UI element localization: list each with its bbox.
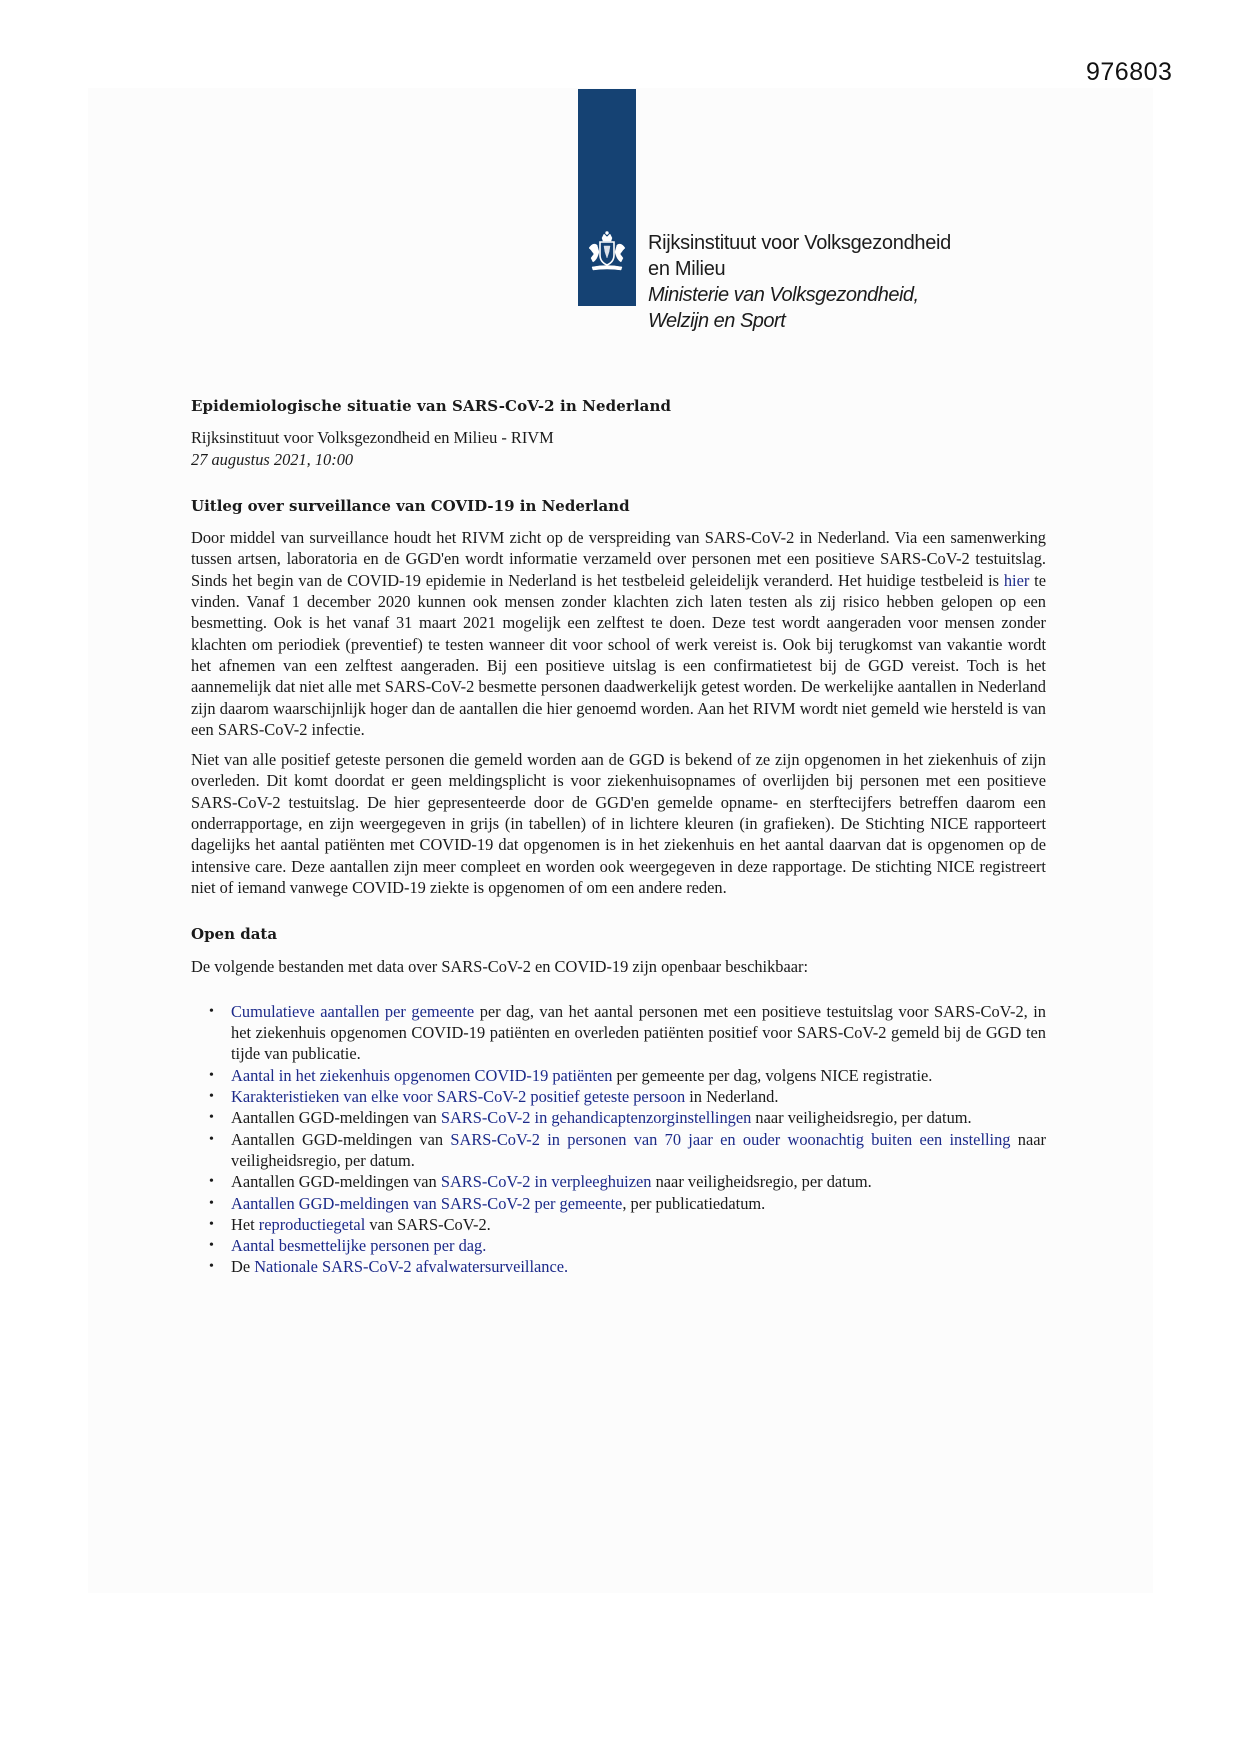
author-line: Rijksinstituut voor Volksgezondheid en Milieu - RIVM: [191, 428, 554, 448]
list-item: [191, 1214, 1046, 1235]
bullet-icon: •: [209, 1067, 214, 1083]
paragraph-text: te vinden. Vanaf 1 december 2020 kunnen ook mensen zonder klachten zich laten testen als zij risico hebben gelopen op een besmetting. Ook is het vanaf 31 maart 2021 mogelijk een zelftest te doen. Deze test wordt aangeraden voor mensen zonder klachten om periodiek (preventief) te testen wanneer dit voor school of werk vereist is. Ook bij terugkomst van vakantie wordt het afnemen van een zelftest aangeraden. Bij een positieve uitslag is een confirmatietest bij de GGD vereist. Toch is het aannemelijk dat niet alle met SARS-CoV-2 besmette personen daadwerkelijk getest worden. De werkelijke aantallen in Nederland zijn daarom waarschijnlijk hoger dan de aantallen die hier genoemd worden. Aan het RIVM wordt niet gemeld wie hersteld is van een SARS-CoV-2 infectie.: [191, 570, 1046, 739]
list-item: [191, 1086, 1046, 1107]
item-text: van SARS-CoV-2.: [365, 1214, 491, 1234]
item-text: naar veiligheidsregio, per datum.: [751, 1108, 972, 1128]
list-item: [191, 1235, 1046, 1256]
document-body: [191, 396, 1046, 1278]
item-text: naar veiligheidsregio, per datum.: [651, 1172, 872, 1192]
meldingen-per-gemeente-link[interactable]: Aantallen GGD-meldingen van SARS-CoV-2 per gemeente: [231, 1193, 623, 1213]
surveillance-heading: Uitleg over surveillance van COVID-19 in Nederland: [191, 496, 630, 515]
list-item: [191, 1193, 1046, 1214]
verpleeghuizen-link[interactable]: SARS-CoV-2 in verpleeghuizen: [440, 1172, 652, 1192]
list-item: [191, 1001, 1046, 1065]
item-text: Aantallen GGD-meldingen van: [231, 1108, 441, 1128]
item-text: Aantallen GGD-meldingen van: [231, 1129, 451, 1149]
testbeleid-link[interactable]: hier: [1003, 570, 1030, 590]
bullet-icon: •: [209, 1003, 214, 1019]
surveillance-paragraph-1: [191, 527, 1046, 740]
document-id: 976803: [1086, 58, 1173, 86]
open-data-list: [191, 1001, 1046, 1278]
cumulatieve-aantallen-link[interactable]: Cumulatieve aantallen per gemeente: [231, 1001, 475, 1021]
bullet-icon: •: [209, 1174, 214, 1190]
ministry-line1: Ministerie van Volksgezondheid,: [648, 284, 919, 306]
zeventig-plus-link[interactable]: SARS-CoV-2 in personen van 70 jaar en ouder woonachtig buiten een instelling: [450, 1129, 1011, 1149]
open-data-intro: De volgende bestanden met data over SARS-CoV-2 en COVID-19 zijn openbaar beschikbaar:: [191, 956, 809, 976]
afvalwatersurveillance-link[interactable]: Nationale SARS-CoV-2 afvalwatersurveillance.: [254, 1257, 569, 1277]
item-text: De: [231, 1257, 255, 1277]
publication-date: 27 augustus 2021, 10:00: [191, 449, 354, 469]
bullet-icon: •: [209, 1195, 214, 1211]
bullet-icon: •: [209, 1259, 214, 1275]
paragraph-text: Door middel van surveillance houdt het RIVM zicht op de verspreiding van SARS-CoV-2 in Nederland. Via een samenwerking tussen artsen, laboratoria en de GGD'en wordt informatie verzameld over personen met een positieve SARS-CoV-2 testuitslag. Sinds het begin van de COVID-19 epidemie in Nederland is het testbeleid geleidelijk veranderd. Het huidige testbeleid is: [191, 528, 1046, 590]
ziekenhuis-patienten-link[interactable]: Aantal in het ziekenhuis opgenomen COVID-19 patiënten: [231, 1065, 613, 1085]
gehandicaptenzorg-link[interactable]: SARS-CoV-2 in gehandicaptenzorginstellingen: [440, 1108, 752, 1128]
list-item: [191, 1171, 1046, 1192]
item-text: per dag, van het aantal personen met een positieve testuitslag voor SARS-CoV-2, in het ziekenhuis opgenomen COVID-19 patiënten en overleden patiënten positief voor SARS-CoV-2 gemeld bij de GGD ten tijde van publicatie.: [231, 1001, 1046, 1064]
open-data-heading: Open data: [191, 925, 278, 944]
besmettelijke-personen-link[interactable]: Aantal besmettelijke personen per dag.: [231, 1236, 487, 1256]
item-text: naar veiligheidsregio, per datum.: [231, 1129, 1046, 1170]
item-text: in Nederland.: [685, 1087, 779, 1107]
list-item: [191, 1065, 1046, 1086]
page-title: Epidemiologische situatie van SARS-CoV-2 in Nederland: [191, 397, 672, 415]
item-text: , per publicatiedatum.: [622, 1193, 766, 1213]
bullet-icon: •: [209, 1110, 214, 1126]
bullet-icon: •: [209, 1238, 214, 1254]
bullet-icon: •: [209, 1089, 214, 1105]
list-item: [191, 1107, 1046, 1128]
org-name-line1: Rijksinstituut voor Volksgezondheid: [648, 232, 952, 254]
ministry-line2: Welzijn en Sport: [648, 310, 786, 332]
logo-text: [648, 230, 951, 334]
coat-of-arms-icon: [583, 230, 631, 278]
item-text: Het: [231, 1214, 259, 1234]
item-text: per gemeente per dag, volgens NICE registratie.: [612, 1065, 933, 1085]
item-text: Aantallen GGD-meldingen van: [231, 1172, 441, 1192]
reproductiegetal-link[interactable]: reproductiegetal: [258, 1214, 366, 1234]
karakteristieken-link[interactable]: Karakteristieken van elke voor SARS-CoV-2 positief geteste persoon: [231, 1087, 686, 1107]
list-item: [191, 1129, 1046, 1172]
list-item: [191, 1256, 1046, 1277]
org-name-line2: en Milieu: [648, 258, 726, 280]
bullet-icon: •: [209, 1216, 214, 1232]
surveillance-paragraph-2: Niet van alle positief geteste personen die gemeld worden aan de GGD is bekend of ze zijn opgenomen in het ziekenhuis of zijn overleden. Dit komt doordat er geen meldingsplicht is voor ziekenhuisopnames of overlijden bij personen met een positieve SARS-CoV-2 testuitslag. De hier gepresenteerde door de GGD'en gemelde opname- en sterftecijfers betreffen daarom een onderrapportage, en zijn weergegeven in grijs (in tabellen) of in lichtere kleuren (in grafieken). De Stichting NICE rapporteert dagelijks het aantal patiënten met COVID-19 dat opgenomen is in het ziekenhuis en het aantal daarvan dat is opgenomen op de intensive care. Deze aantallen zijn meer compleet en worden ook weergegeven in deze rapportage. De stichting NICE registreert niet of iemand vanwege COVID-19 ziekte is opgenomen of om een andere reden.: [191, 750, 1046, 897]
bullet-icon: •: [209, 1131, 214, 1147]
